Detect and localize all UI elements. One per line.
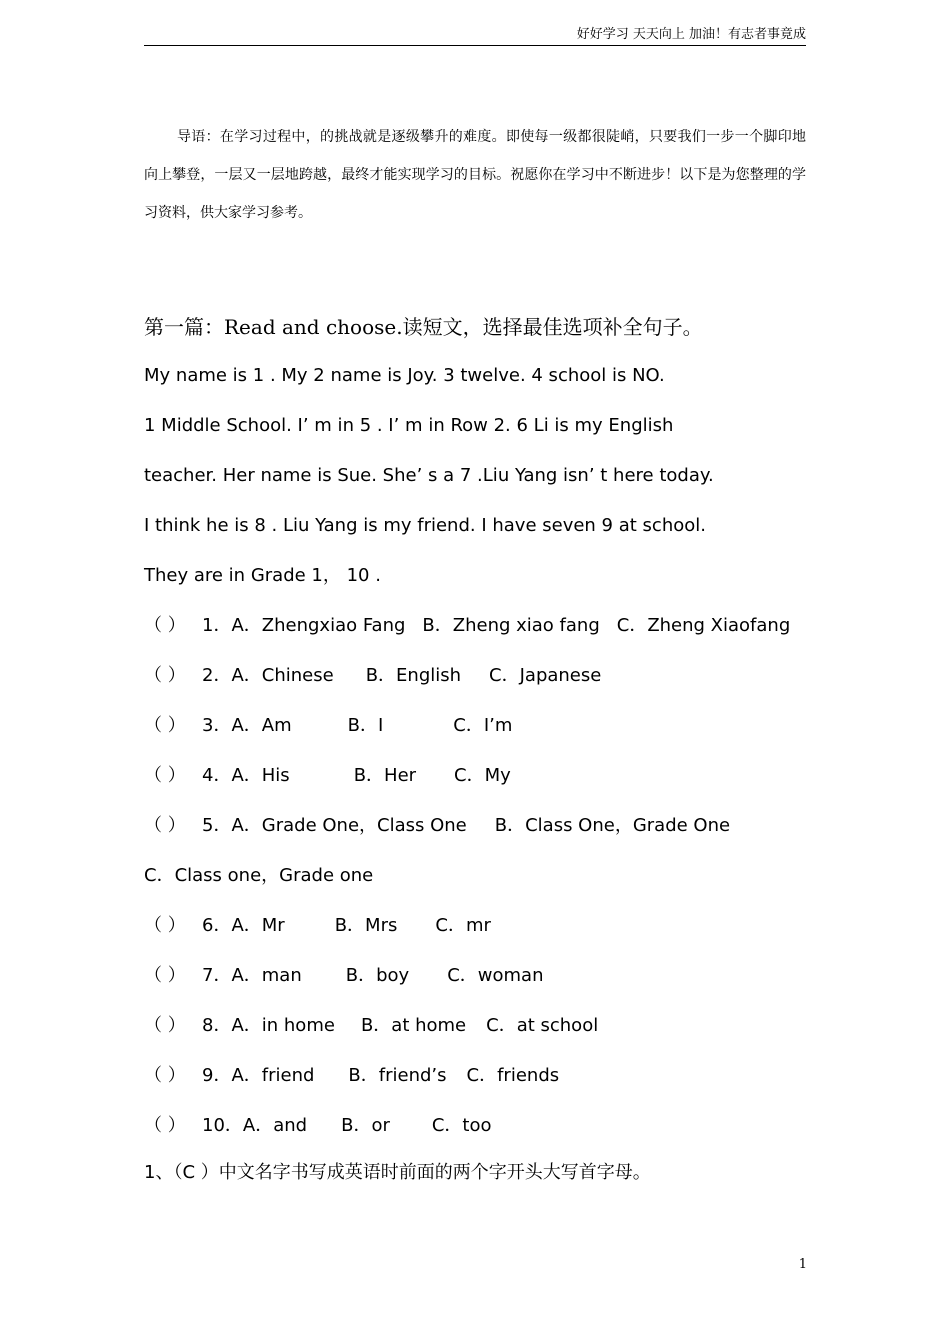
question-number: 6． [202, 915, 232, 936]
option-c: C．friends [466, 1065, 560, 1086]
option-c: C．at school [486, 1015, 599, 1036]
option-a: A．Zhengxiao Fang [231, 615, 406, 636]
question-number: 5． [202, 815, 232, 836]
question-number: 4． [202, 765, 232, 786]
question-number: 8． [202, 1015, 232, 1036]
option-b: B．or [341, 1115, 390, 1136]
option-b: B．Mrs [334, 915, 398, 936]
question-number: 3． [202, 715, 232, 736]
option-c: C．My [454, 765, 511, 786]
answer-blank[interactable]: （ ） [144, 1115, 186, 1136]
header-slogan: 好好学习 天天向上 加油！有志者事竟成 [576, 27, 806, 42]
question-5-option-c [144, 861, 373, 891]
answer-blank[interactable]: （ ） [144, 665, 186, 686]
option-a: A．in home [231, 1015, 335, 1036]
question-1 [144, 611, 790, 641]
question-9 [144, 1061, 559, 1091]
answer-blank[interactable]: （ ） [144, 965, 186, 986]
passage-line: teacher. Her name is Sue. She’ s a 7 .Liu Yang isn’ t here today. [144, 465, 714, 486]
answer-blank[interactable]: （ ） [144, 915, 186, 936]
question-5 [144, 811, 730, 841]
passage-line: My name is 1 . My 2 name is Joy. 3 twelve. 4 school is NO. [144, 365, 665, 386]
passage-line: They are in Grade 1， 10 . [144, 565, 381, 586]
option-a: A．friend [231, 1065, 315, 1086]
option-b: B．I [347, 715, 384, 736]
intro-paragraph [144, 118, 806, 232]
intro-text: 导语：在学习过程中，的挑战就是逐级攀升的难度。即使每一级都很陡峭，只要我们一步一个脚印地向上攀登，一层又一层地跨越，最终才能实现学习的目标。祝愿你在学习中不断进步！以下是为您整理的学习资料，供大家学习参考。 [144, 129, 806, 221]
option-a: A．Mr [231, 915, 285, 936]
page-number: 1 [798, 1257, 807, 1272]
option-c: C．woman [447, 965, 544, 986]
answer-blank[interactable]: （ ） [144, 715, 186, 736]
option-b: B．English [365, 665, 462, 686]
option-a: A．Grade One，Class One [231, 815, 467, 836]
question-number: 10． [202, 1115, 243, 1136]
question-number: 7． [202, 965, 232, 986]
option-a: A．Am [231, 715, 292, 736]
option-a: A．His [231, 765, 290, 786]
passage-line: 1 Middle School. I’ m in 5 . I’ m in Row 2. 6 Li is my English [144, 415, 674, 436]
question-number: 1． [202, 615, 232, 636]
answer-explanation: 1、（C ）中文名字书写成英语时前面的两个字开头大写首字母。 [144, 1162, 651, 1183]
option-b: B．boy [345, 965, 410, 986]
option-b: B．friend’s [348, 1065, 447, 1086]
question-8 [144, 1011, 598, 1041]
option-c: C．Zheng Xiaofang [616, 615, 791, 636]
page-header [144, 25, 806, 46]
question-3 [144, 711, 512, 741]
option-b: B．Zheng xiao fang [422, 615, 600, 636]
option-a: A．and [242, 1115, 308, 1136]
answer-blank[interactable]: （ ） [144, 1015, 186, 1036]
question-10 [144, 1111, 492, 1141]
question-6 [144, 911, 491, 941]
question-7 [144, 961, 543, 991]
section-title: 第一篇：Read and choose.读短文，选择最佳选项补全句子。 [144, 315, 703, 339]
option-c: C．too [431, 1115, 492, 1136]
answer-blank[interactable]: （ ） [144, 615, 186, 636]
option-a: A．Chinese [231, 665, 334, 686]
question-4 [144, 761, 511, 791]
option-c: C．mr [435, 915, 491, 936]
question-2 [144, 661, 601, 691]
option-b: B．Her [353, 765, 417, 786]
question-number: 2． [202, 665, 232, 686]
answer-blank[interactable]: （ ） [144, 1065, 186, 1086]
option-b: B．at home [360, 1015, 467, 1036]
option-b: B．Class One，Grade One [494, 815, 731, 836]
passage-line: I think he is 8 . Liu Yang is my friend. I have seven 9 at school. [144, 515, 706, 536]
option-c: C．Japanese [489, 665, 602, 686]
option-a: A．man [231, 965, 302, 986]
option-c: C．I’m [453, 715, 513, 736]
question-number: 9． [202, 1065, 232, 1086]
answer-blank[interactable]: （ ） [144, 765, 186, 786]
answer-blank[interactable]: （ ） [144, 815, 186, 836]
option-c: C．Class one，Grade one [144, 865, 374, 886]
